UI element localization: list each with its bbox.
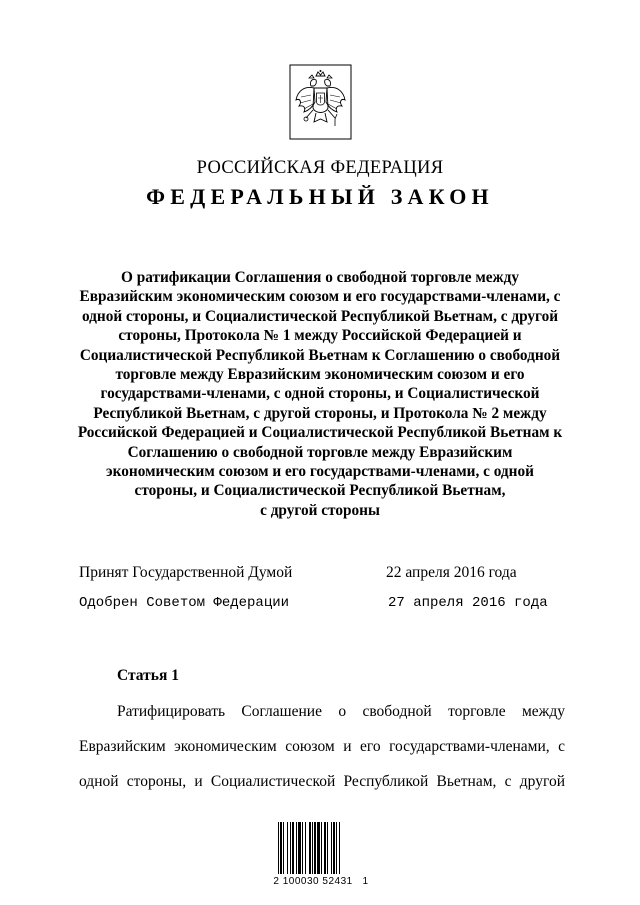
barcode-bar xyxy=(287,822,288,874)
article-heading: Статья 1 xyxy=(117,667,179,684)
barcode-bar xyxy=(280,822,282,874)
barcode-bar xyxy=(336,822,337,874)
coat-of-arms-emblem xyxy=(289,64,352,140)
title-line: государствами-членами, с одной стороны, и Социалистической xyxy=(100,385,540,403)
barcode-number: 2 100030 52431 1 xyxy=(273,876,369,887)
title-line: стороны, Протокола № 1 между Российской Федерацией и xyxy=(118,327,522,345)
title-line: О ратификации Соглашения о свободной торговле между xyxy=(120,269,520,286)
barcode-bar xyxy=(327,822,328,874)
barcode-bar xyxy=(321,822,322,874)
barcode-bar xyxy=(314,822,316,874)
duma-adoption-date: 22 апреля 2016 года xyxy=(386,564,517,581)
title-line: Соглашению о свободной торговле между Евразийским xyxy=(127,443,513,461)
title-line: Республикой Вьетнам, с другой стороны, и Протокола № 2 между xyxy=(93,404,547,422)
law-title xyxy=(72,268,568,520)
title-line: с другой стороны xyxy=(260,501,380,519)
barcode-bar xyxy=(309,822,311,874)
title-line: Социалистической Республикой Вьетнам к Соглашению о свободной xyxy=(79,346,561,364)
barcode-bar xyxy=(331,822,332,874)
council-approval-date: 27 апреля 2016 года xyxy=(388,595,548,611)
barcode-bar xyxy=(302,822,303,874)
barcode-bar xyxy=(312,822,313,874)
barcode-bar xyxy=(290,822,291,874)
barcode-bar xyxy=(339,822,340,874)
barcode-bar xyxy=(324,822,326,874)
title-line: одной стороны, и Социалистической Республикой Вьетнам, с другой xyxy=(81,307,559,325)
barcode-bar xyxy=(333,822,335,874)
barcode-bar xyxy=(296,822,297,874)
barcode-bar xyxy=(278,822,279,874)
barcode-bar xyxy=(305,822,306,874)
law-type-heading: ФЕДЕРАЛЬНЫЙ ЗАКОН xyxy=(146,184,494,209)
duma-adoption-label: Принят Государственной Думой xyxy=(79,564,293,581)
title-line: торговле между Евразийским экономическим союзом и его xyxy=(115,366,525,384)
article-text-line: одной стороны, и Социалистической Республикой Вьетнам, с другой xyxy=(79,773,565,790)
council-approval-label: Одобрен Советом Федерации xyxy=(79,595,290,611)
article-text-line: Евразийским экономическим союзом и его государствами-членами, с xyxy=(79,738,565,755)
country-name: РОССИЙСКАЯ ФЕДЕРАЦИЯ xyxy=(196,158,444,178)
title-line: экономическим союзом и его государствами-членами, с одной xyxy=(106,463,534,481)
document-barcode xyxy=(276,822,366,876)
barcode-bar xyxy=(292,822,294,874)
article-text-line: Ратифицировать Соглашение о свободной торговле между xyxy=(117,703,565,720)
barcode-bar xyxy=(283,822,284,874)
barcode-bar xyxy=(317,822,320,874)
title-line: Евразийским экономическим союзом и его государствами-членами, с xyxy=(79,288,561,306)
title-line: стороны, и Социалистической Республикой Вьетнам, xyxy=(134,482,506,500)
barcode-bar xyxy=(298,822,301,874)
title-line: Российской Федерацией и Социалистической Республикой Вьетнам к xyxy=(77,424,563,442)
